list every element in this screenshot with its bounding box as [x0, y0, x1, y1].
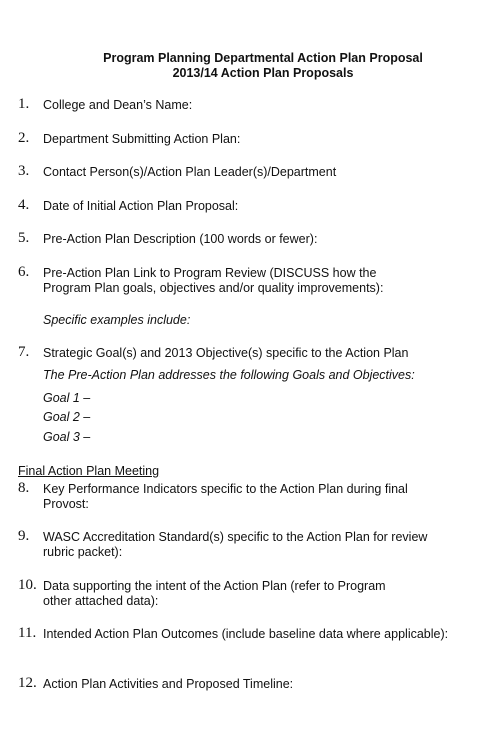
item-number: 4. — [18, 197, 30, 213]
item-number: 7. — [18, 344, 30, 360]
section-heading: Final Action Plan Meeting — [18, 464, 160, 478]
specific-examples-note: Specific examples include: — [43, 313, 191, 327]
goals-intro: The Pre-Action Plan addresses the following Goals and Objectives: — [43, 368, 415, 382]
item-text: Action Plan Activities and Proposed Timeline: — [43, 677, 294, 691]
item-number: 3. — [18, 163, 30, 179]
item-text-continued: other attached data): — [43, 594, 159, 608]
item-text: Department Submitting Action Plan: — [43, 132, 241, 146]
goal-line: Goal 2 – — [43, 410, 91, 424]
item-text: Contact Person(s)/Action Plan Leader(s)/Department — [43, 165, 337, 179]
item-text: Data supporting the intent of the Action Plan (refer to Program — [43, 579, 386, 593]
item-number: 6. — [18, 264, 30, 280]
goal-line: Goal 1 – — [43, 391, 91, 405]
item-text: College and Dean’s Name: — [43, 98, 193, 112]
item-text: Pre-Action Plan Link to Program Review (DISCUSS how the — [43, 266, 377, 280]
item-number: 8. — [18, 480, 30, 496]
item-text: Pre-Action Plan Description (100 words or fewer): — [43, 232, 318, 246]
item-text: Strategic Goal(s) and 2013 Objective(s) specific to the Action Plan — [43, 346, 409, 360]
document-subtitle: 2013/14 Action Plan Proposals — [172, 66, 354, 80]
item-number: 10. — [18, 577, 37, 593]
item-text: Date of Initial Action Plan Proposal: — [43, 199, 239, 213]
item-text: Intended Action Plan Outcomes (include baseline data where applicable): — [43, 627, 449, 641]
item-number: 12. — [18, 675, 37, 691]
goal-line: Goal 3 – — [43, 430, 91, 444]
document-title: Program Planning Departmental Action Plan Proposal — [103, 51, 423, 65]
item-number: 1. — [18, 96, 30, 112]
item-text: Key Performance Indicators specific to the Action Plan during final — [43, 482, 408, 496]
item-text: WASC Accreditation Standard(s) specific to the Action Plan for review — [43, 530, 428, 544]
item-number: 2. — [18, 130, 30, 146]
item-number: 9. — [18, 528, 30, 544]
item-text-continued: Provost: — [43, 497, 89, 511]
item-number: 5. — [18, 230, 30, 246]
item-number: 11. — [18, 625, 37, 641]
item-text-continued: Program Plan goals, objectives and/or quality improvements): — [43, 281, 384, 295]
item-text-continued: rubric packet): — [43, 545, 123, 559]
